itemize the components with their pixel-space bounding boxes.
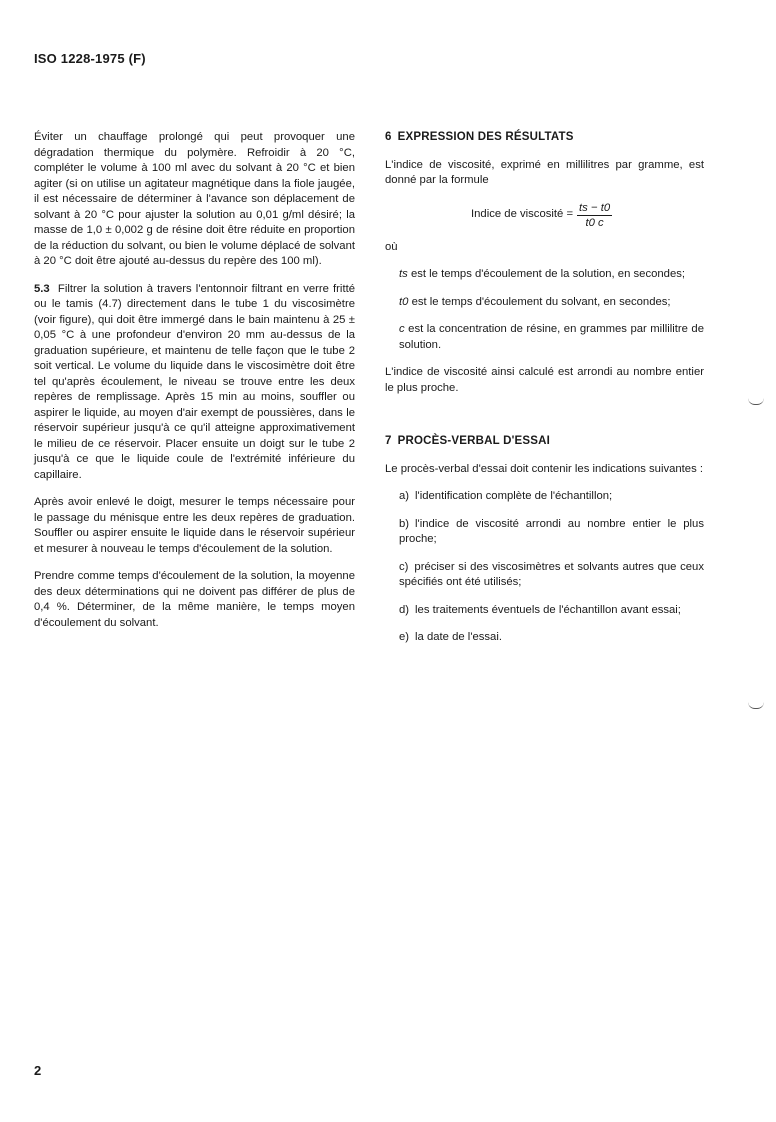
symbol: c [399, 323, 405, 335]
right-column [385, 130, 704, 658]
section-7-intro: Le procès-verbal d'essai doit contenir les indications suivantes : [385, 462, 704, 475]
list-text: l'indice de viscosité arrondi au nombre entier le plus proche; [399, 517, 704, 545]
section-number: 6 [385, 131, 392, 143]
list-item [399, 489, 704, 505]
formula-numerator: ts − t0 [579, 201, 611, 214]
list-text: la date de l'essai. [415, 631, 502, 643]
definition-t0 [399, 295, 704, 311]
formula-denominator: t0 c [585, 216, 604, 229]
list-item [399, 603, 704, 619]
definition-text: est le temps d'écoulement de la solution, en secondes; [410, 268, 686, 280]
section-6-heading [385, 130, 704, 146]
rounding-note: L'indice de viscosité ainsi calculé est arrondi au nombre entier le plus proche. [385, 366, 704, 394]
margin-mark [748, 398, 764, 405]
left-column [34, 130, 355, 643]
section-title: PROCÈS-VERBAL D'ESSAI [397, 435, 551, 447]
margin-mark [748, 702, 764, 709]
paragraph-measure: Après avoir enlevé le doigt, mesurer le temps nécessaire pour le passage du ménisque entre les deux repères de graduation. Souffler ou aspirer ensuite le liquide dans le réservoir supérieur et mesurer à nouveau le temps d'écoulement de la solution. [34, 496, 355, 555]
symbol: t0 [399, 295, 409, 308]
paragraph-text: Filtrer la solution à travers l'entonnoir filtrant en verre fritté ou le tamis (4.7) directement dans le tube 1 du viscosimètre (voir figure), qui doit être immergé dans le bain maintenu à 25 ± 0,05 °C à une profondeur d'environ 20 mm au-dessus de la graduation supérieure, et maintenu de telle façon que le tube 2 soit vertical. Le volume du liquide dans le viscosimètre doit être tel qu'après écoulement, le niveau se trouve entre les deux repères de remplissage. Après 15 min au moins, souffler ou aspirer le liquide, au moyen d'air exempt de poussières, dans le réservoir supérieur jusqu'à ce qu'il atteigne approximativement le milieu de ce réservoir. Placer ensuite un doigt sur le tube 2 jusqu'à ce que le liquide coule de l'extrémité inférieure du capillaire. [34, 282, 356, 481]
viscosity-formula [471, 201, 704, 230]
paragraph-5-3 [34, 282, 355, 484]
definition-ts [399, 267, 704, 283]
page-number: 2 [34, 1063, 42, 1078]
section-7-heading [385, 434, 704, 450]
list-text: les traitements éventuels de l'échantillon avant essai; [415, 603, 681, 616]
list-label: b) [399, 517, 410, 530]
list-text: l'identification complète de l'échantillon; [415, 490, 613, 502]
list-text: préciser si des viscosimètres et solvants autres que ceux spécifiés ont été utilisés; [399, 560, 704, 588]
list-label: e) [399, 631, 410, 643]
section-title: EXPRESSION DES RÉSULTATS [397, 131, 574, 143]
list-item [399, 560, 704, 591]
list-label: d) [399, 603, 410, 616]
paragraph-heating: Éviter un chauffage prolongé qui peut provoquer une dégradation thermique du polymère. Refroidir à 20 °C, compléter le volume à 100 ml avec du solvant à 20 °C et bien agiter (si on utilise un agitateur magnétique dans la fiole jaugée, il est nécessaire de déterminer à l'avance son déplacement de solvant à 20 °C pour ajuster la solution au 0,01 g/ml désiré; la masse de 1,0 ± 0,002 g de résine doit être réduite en proportion de la réduction du solvant, ou bien le volume déplacé de solvant à 20 °C doit être ajouté au-dessus du repère des 100 ml). [34, 131, 355, 267]
formula-label: Indice de viscosité = [471, 208, 574, 221]
section-6-intro: L'indice de viscosité, exprimé en millilitres par gramme, est donné par la formule [385, 158, 704, 186]
document-header: ISO 1228-1975 (F) [34, 51, 146, 66]
list-label: c) [399, 560, 409, 573]
list-item [399, 630, 704, 646]
clause-number: 5.3 [34, 282, 50, 295]
report-items-list [385, 489, 704, 646]
symbol: ts [399, 268, 408, 280]
definition-text: est le temps d'écoulement du solvant, en secondes; [411, 295, 671, 308]
list-item [399, 517, 704, 548]
formula-fraction [577, 201, 612, 230]
where-label: où [385, 240, 398, 253]
list-label: a) [399, 490, 410, 502]
section-number: 7 [385, 435, 392, 447]
definition-text: est la concentration de résine, en grammes par millilitre de solution. [399, 323, 704, 351]
definition-c [399, 322, 704, 353]
paragraph-average: Prendre comme temps d'écoulement de la solution, la moyenne des deux déterminations qui ne doivent pas différer de plus de 0,4 %. Déterminer, de la même manière, le temps moyen d'écoulement du solvant. [34, 570, 355, 629]
